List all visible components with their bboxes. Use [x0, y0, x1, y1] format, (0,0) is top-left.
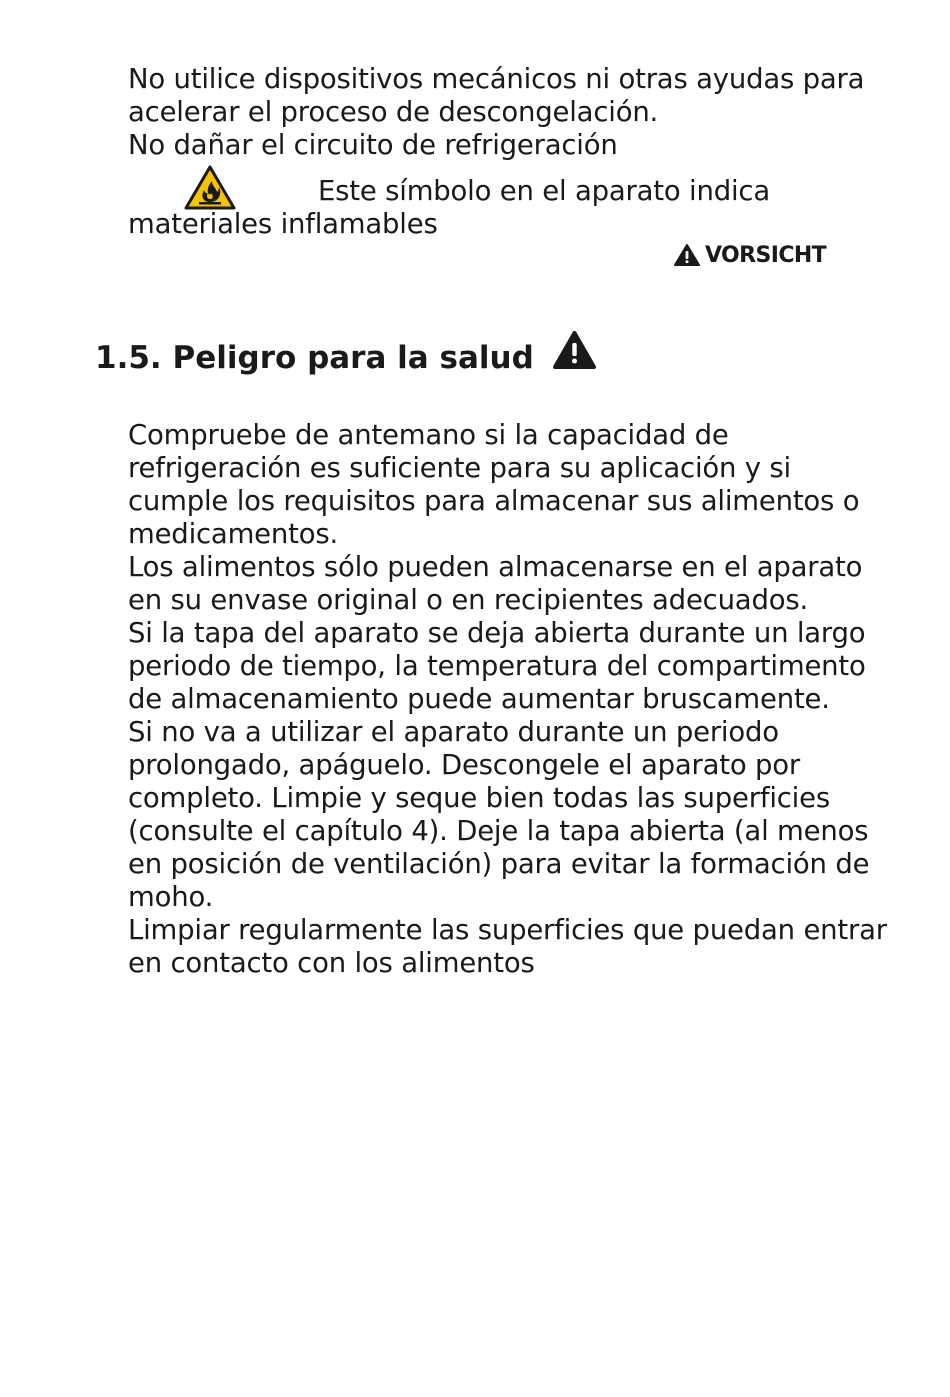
- section-number: 1.5.: [95, 340, 162, 376]
- intro-line-3: No dañar el circuito de refrigeración: [128, 129, 618, 161]
- body-line: Compruebe de antemano si la capacidad de: [128, 419, 729, 451]
- body-line: en su envase original o en recipientes adecuados.: [128, 584, 809, 616]
- intro-line-2: acelerar el proceso de descongelación.: [128, 96, 659, 128]
- body-line: Si no va a utilizar el aparato durante un periodo: [128, 716, 779, 748]
- body-line: en posición de ventilación) para evitar la formación de: [128, 848, 870, 880]
- vorsicht-badge: [674, 240, 826, 270]
- vorsicht-label: VORSICHT: [705, 242, 827, 268]
- section-heading: [95, 334, 534, 382]
- body-line: periodo de tiempo, la temperatura del compartimento: [128, 650, 866, 682]
- flammable-warning-icon: [183, 164, 237, 212]
- warning-triangle-icon: [674, 243, 700, 267]
- body-line: moho.: [128, 881, 214, 913]
- health-hazard-body: [128, 419, 887, 980]
- body-line: Los alimentos sólo pueden almacenarse en el aparato: [128, 551, 863, 583]
- body-line: (consulte el capítulo 4). Deje la tapa abierta (al menos: [128, 815, 869, 847]
- section-title: Peligro para la salud: [172, 340, 534, 376]
- body-line: Limpiar regularmente las superficies que puedan entrar: [128, 914, 887, 946]
- symbol-explanation-line-2: materiales inflamables: [128, 208, 438, 240]
- body-line: prolongado, apáguelo. Descongele el aparato por: [128, 749, 801, 781]
- body-line: en contacto con los alimentos: [128, 947, 535, 979]
- body-line: completo. Limpie y seque bien todas las superficies: [128, 782, 830, 814]
- intro-line-1: No utilice dispositivos mecánicos ni otras ayudas para: [128, 63, 865, 95]
- warning-triangle-icon: [552, 330, 597, 370]
- body-line: refrigeración es suficiente para su aplicación y si: [128, 452, 791, 484]
- body-line: de almacenamiento puede aumentar bruscamente.: [128, 683, 830, 715]
- body-line: Si la tapa del aparato se deja abierta durante un largo: [128, 617, 866, 649]
- body-line: medicamentos.: [128, 518, 338, 550]
- body-line: cumple los requisitos para almacenar sus alimentos o: [128, 485, 860, 517]
- symbol-explanation-line-1: Este símbolo en el aparato indica: [318, 175, 770, 207]
